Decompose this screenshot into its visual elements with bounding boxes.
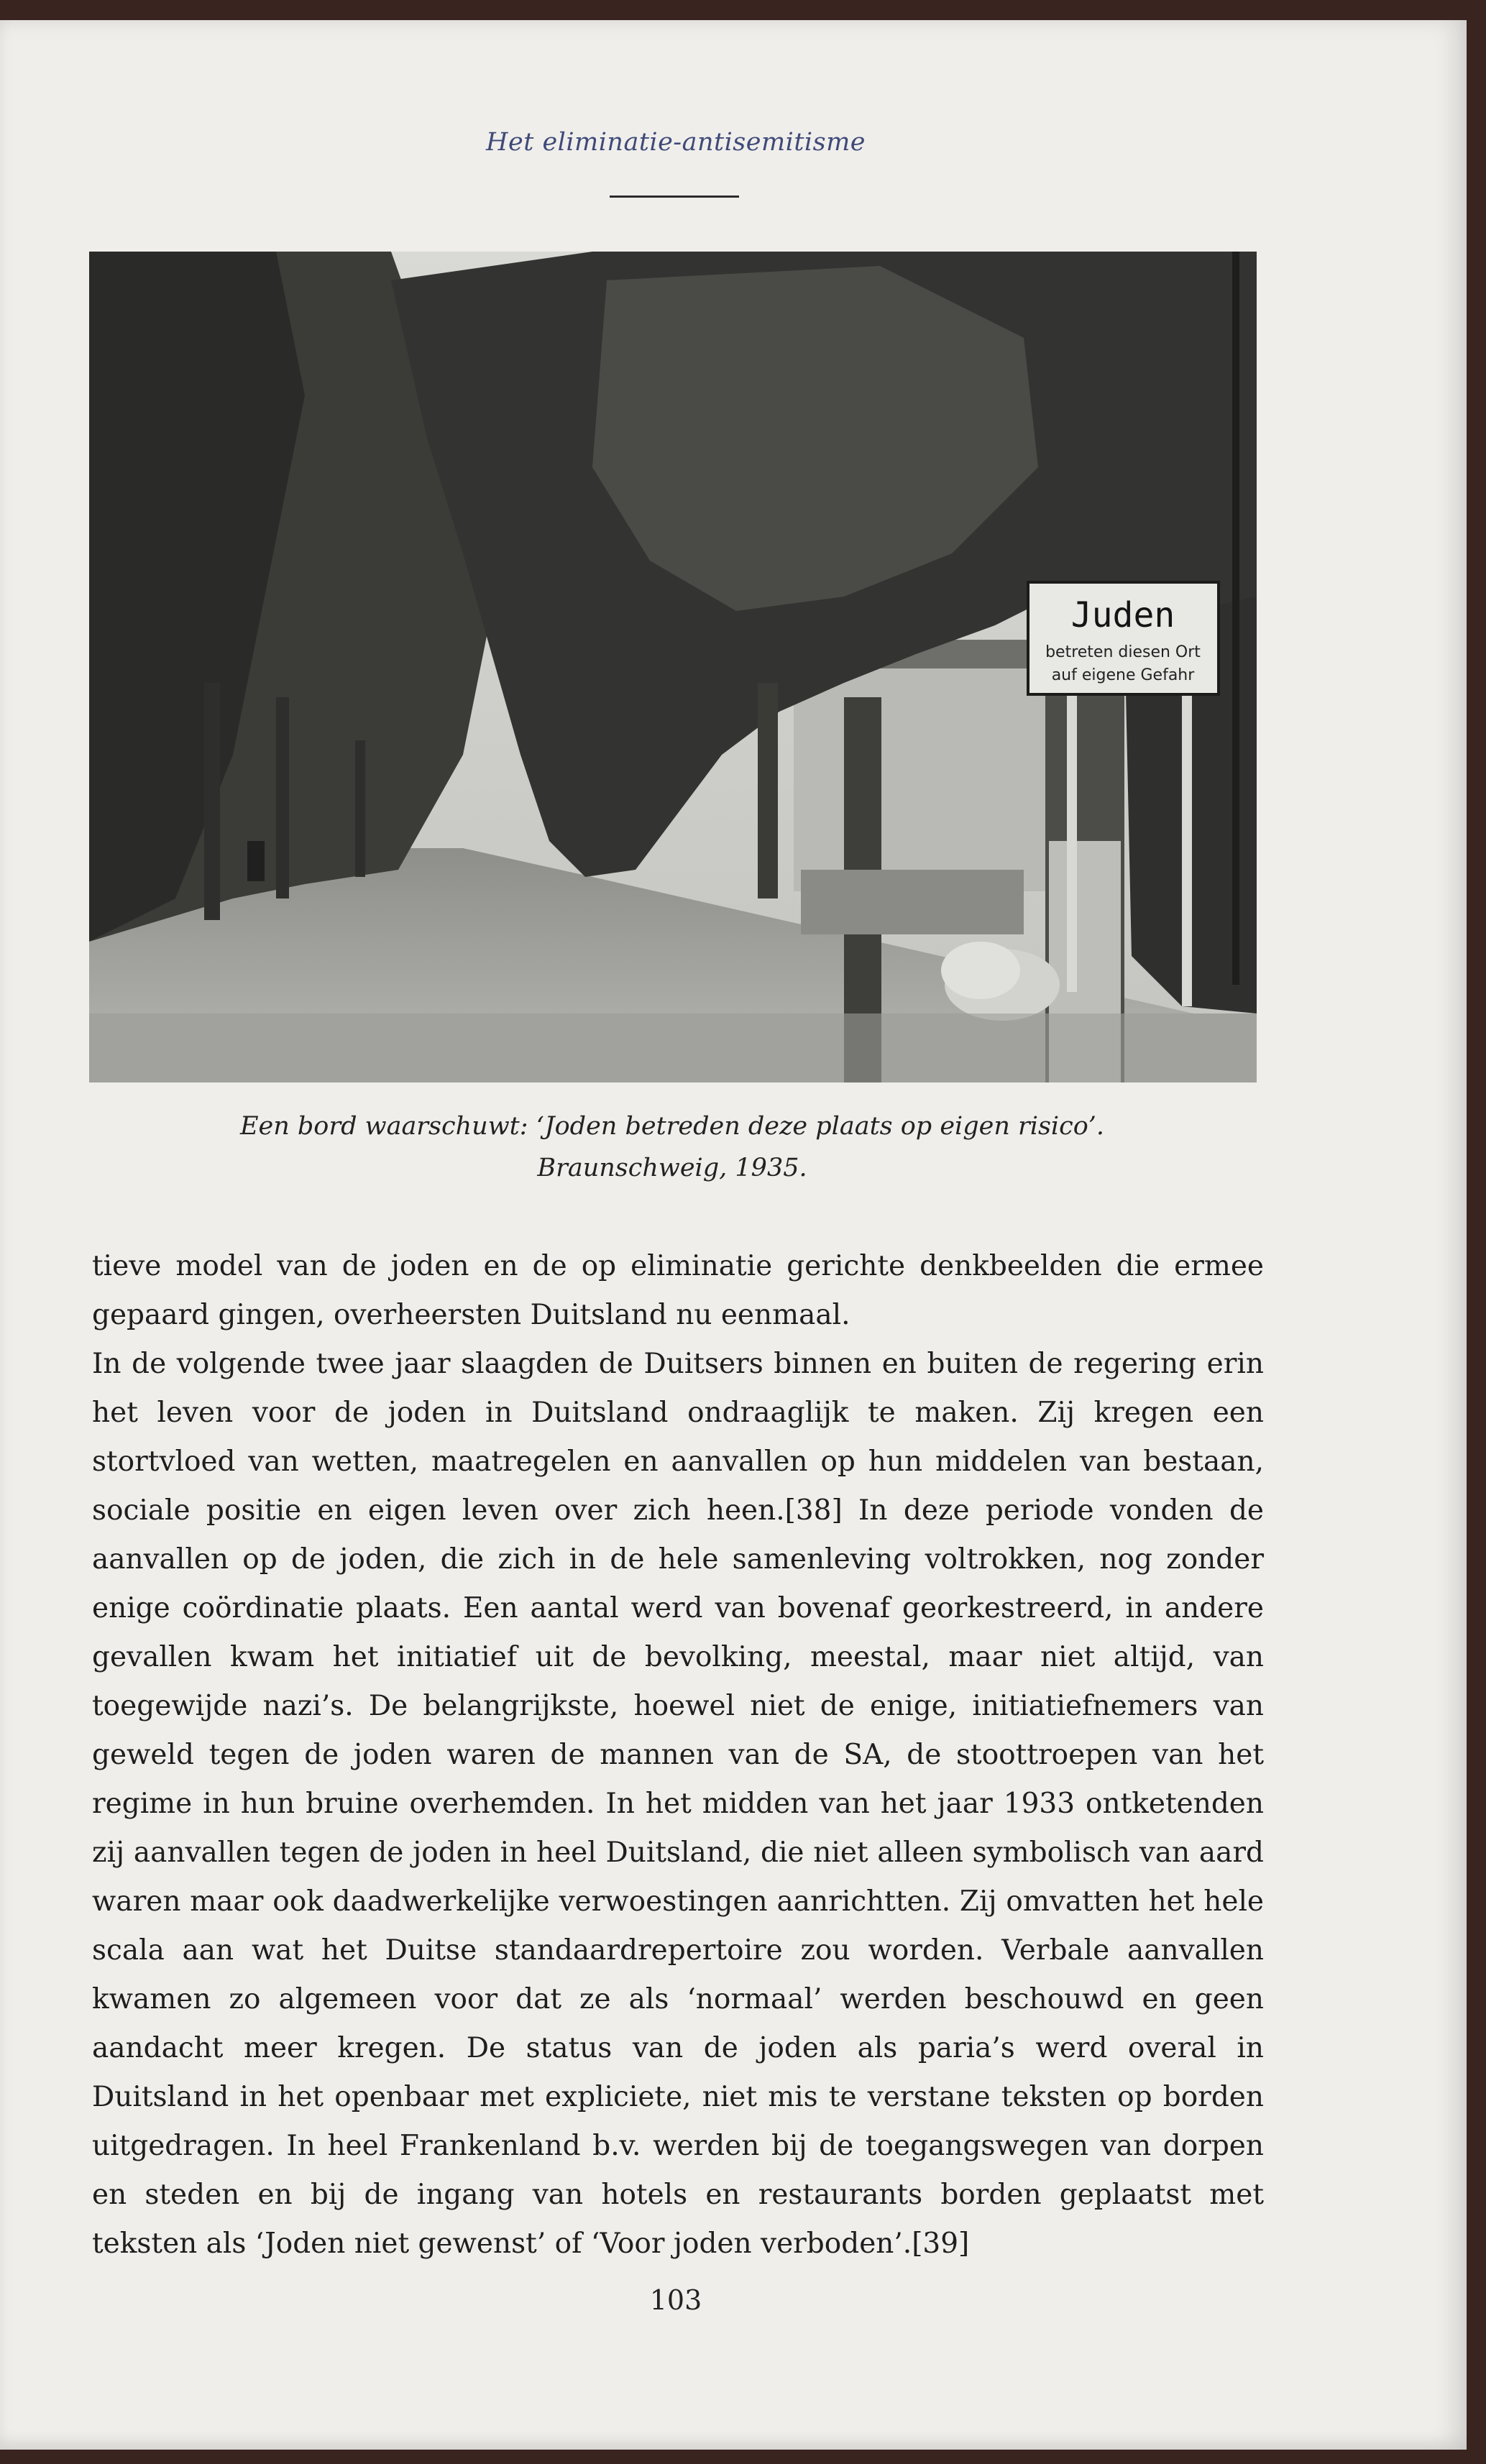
paragraph-1: tieve model van de joden en de op eliminatie gerichte denkbeelden die ermee gepaard gingen, overheersten Duitsland nu eenmaal. bbox=[92, 1250, 1264, 1331]
photo-caption bbox=[0, 1105, 1344, 1189]
body-text bbox=[92, 1242, 1264, 2268]
sign-line-1: betreten diesen Ort bbox=[1045, 643, 1201, 661]
photo-illustration bbox=[89, 252, 1257, 1082]
sign-title: Juden bbox=[1070, 595, 1175, 635]
sign-line-2: auf eigene Gefahr bbox=[1051, 666, 1195, 684]
sign-post bbox=[1067, 690, 1077, 992]
caption-line-1: Een bord waarschuwt: ‘Joden betreden deze plaats op eigen risico’. bbox=[239, 1112, 1105, 1141]
building bbox=[794, 654, 1067, 891]
historical-photo bbox=[89, 252, 1257, 1082]
book-page bbox=[0, 20, 1467, 2450]
stone-wall bbox=[801, 870, 1024, 934]
running-head: Het eliminatie-antisemitisme bbox=[486, 128, 866, 157]
caption-line-2: Braunschweig, 1935. bbox=[537, 1154, 807, 1182]
page-number: 103 bbox=[649, 2284, 702, 2316]
cyclist bbox=[247, 841, 265, 881]
paragraph-2: In de volgende twee jaar slaagden de Duitsers binnen en buiten de regering erin het leven voor de joden in Duitsland ondraaglijk te maken. Zij kregen een stortvloed van wetten, maatregelen en aanvallen op hun middelen van bestaan, sociale positie en eigen leven over zich heen.[38] In deze periode vonden de aanvallen op de joden, die zich in de hele samenleving voltrokken, nog zonder enige coördinatie plaats. Een aantal werd van bovenaf georkestreerd, in andere gevallen kwam het initiatief uit de bevolking, meestal, maar niet altijd, van toegewijde nazi’s. De belangrijkste, hoewel niet de enige, initiatiefnemers van geweld tegen de joden waren de mannen van de SA, de stoottroepen van het regime in hun bruine overhemden. In het midden van het jaar 1933 ontketenden zij aanvallen tegen de joden in heel Duitsland, die niet alleen symbolisch van aard waren maar ook daadwerkelijke verwoestingen aanrichtten. Zij omvatten het hele scala aan wat het Duitse standaardrepertoire zou worden. Verbale aanvallen kwamen zo algemeen voor dat ze als ‘normaal’ werden beschouwd en geen aandacht meer kregen. De status van de joden als paria’s werd overal in Duitsland in het openbaar met expliciete, niet mis te verstane teksten op borden uitgedragen. In heel Frankenland b.v. werden bij de toegangswegen van dorpen en steden en bij de ingang van hotels en restaurants borden geplaatst met teksten als ‘Joden niet gewenst’ of ‘Voor joden verboden’.[39] bbox=[92, 1348, 1264, 2260]
juden-sign bbox=[1028, 582, 1219, 694]
header-rule bbox=[610, 196, 739, 198]
